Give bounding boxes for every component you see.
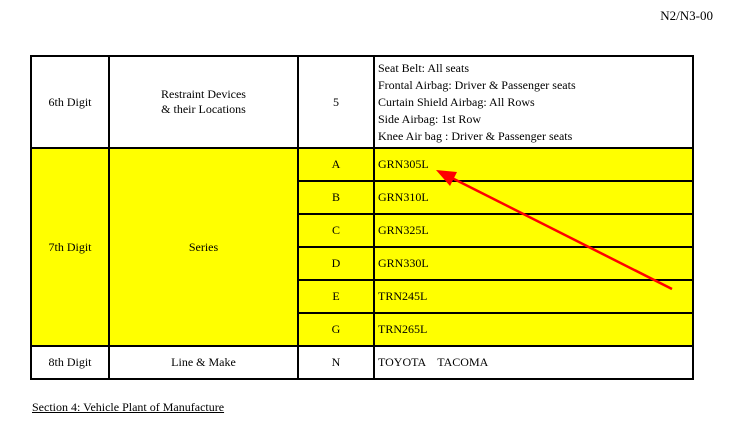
vin-digit-table: [30, 55, 694, 380]
description-line-1: Restraint Devices: [161, 87, 246, 101]
table-row-6th-digit: [31, 56, 693, 148]
series-value: GRN310L: [374, 181, 693, 214]
restraint-details: [374, 56, 693, 148]
series-code: D: [298, 247, 374, 280]
restraint-detail-line: Curtain Shield Airbag: All Rows: [378, 94, 535, 109]
description-line-2: & their Locations: [161, 102, 246, 116]
restraint-detail-line: Side Airbag: 1st Row: [378, 111, 482, 126]
series-code: B: [298, 181, 374, 214]
series-code: A: [298, 148, 374, 181]
digit-description: Line & Make: [109, 346, 298, 379]
digit-description: [109, 56, 298, 148]
restraint-detail-line: Seat Belt: All seats: [378, 60, 469, 75]
restraint-detail-line: Frontal Airbag: Driver & Passenger seats: [378, 77, 576, 92]
series-value: TRN245L: [374, 280, 693, 313]
series-value: TRN265L: [374, 313, 693, 346]
series-code: G: [298, 313, 374, 346]
digit-label: 8th Digit: [31, 346, 109, 379]
digit-label: 6th Digit: [31, 56, 109, 148]
digit-code: N: [298, 346, 374, 379]
digit-label: 7th Digit: [31, 148, 109, 346]
table-row-series-a: [31, 148, 693, 181]
series-value: GRN305L: [374, 148, 693, 181]
section-heading-link[interactable]: Section 4: Vehicle Plant of Manufacture: [32, 400, 225, 414]
series-code: E: [298, 280, 374, 313]
series-value: GRN325L: [374, 214, 693, 247]
document-code: N2/N3-00: [660, 8, 713, 23]
digit-code: 5: [298, 56, 374, 148]
digit-description: Series: [109, 148, 298, 346]
line-make-value: TOYOTA TACOMA: [374, 346, 693, 379]
series-code: C: [298, 214, 374, 247]
restraint-detail-line: Knee Air bag : Driver & Passenger seats: [378, 128, 573, 143]
series-value: GRN330L: [374, 247, 693, 280]
table-row-8th-digit: [31, 346, 693, 379]
